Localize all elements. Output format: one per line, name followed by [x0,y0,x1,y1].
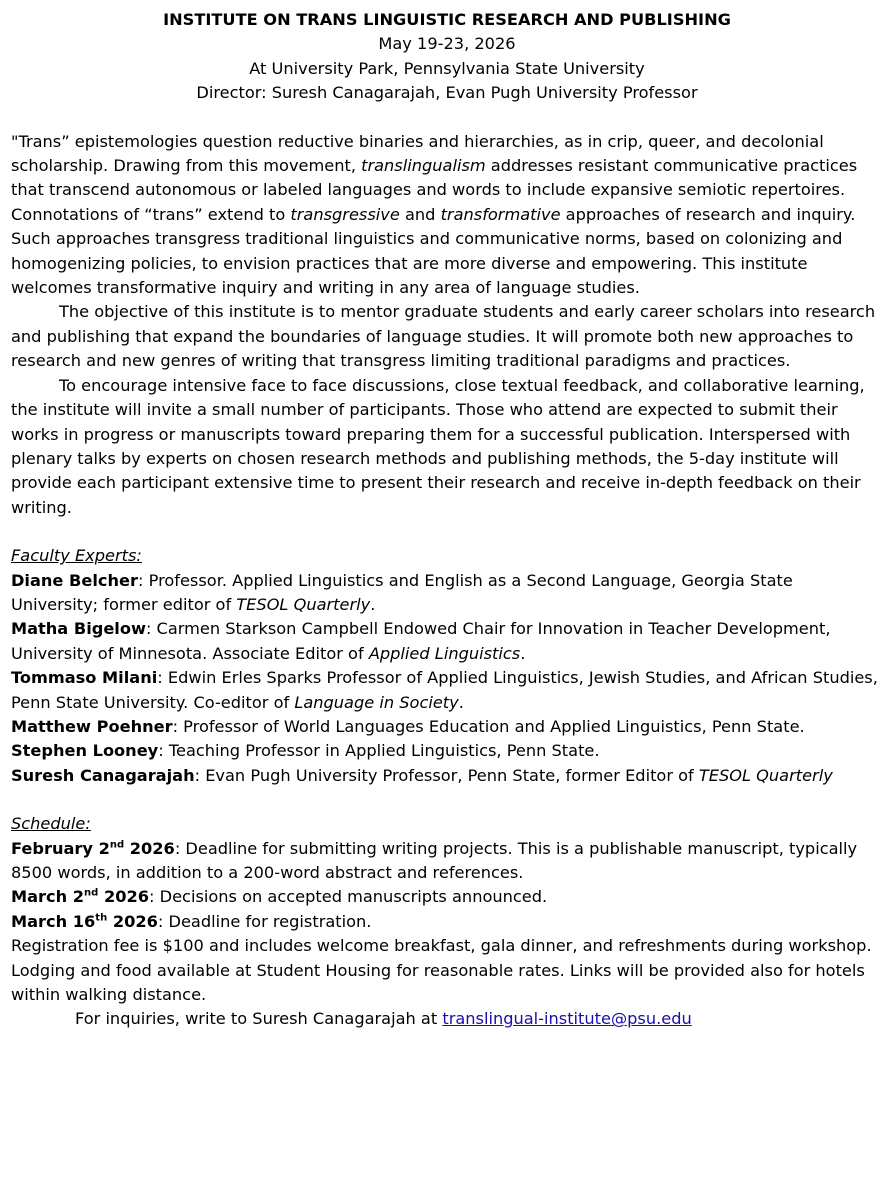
faculty-name: Suresh Canagarajah [11,765,195,785]
faculty-item [11,764,883,788]
date-suffix: th [95,912,108,924]
faculty-desc: : Edwin Erles Sparks Professor of Applied Linguistics, Jewish Studies, and African Studies, Penn State University. Co-editor of [11,668,878,712]
faculty-heading: Faculty Experts: [11,546,142,566]
intro-paragraph-2: The objective of this institute is to mentor graduate students and early career scholars into research and publishing that expand the boundaries of language studies. It will promote both new approaches to research and new genres of writing that transgress limiting traditional paradigms and practices. [11,302,876,371]
registration-fee: Registration fee is $100 and includes welcome breakfast, gala dinner, and refreshments during workshop. [11,936,872,956]
event-dates: May 19-23, 2026 [378,34,516,54]
faculty-desc: : Carmen Starkson Campbell Endowed Chair for Innovation in Teacher Development, University of Minnesota. Associate Editor of [11,619,831,663]
date-month: February 2 [11,838,110,858]
faculty-name: Tommaso Milani [11,668,158,688]
contact-email-link[interactable]: translingual-institute@psu.edu [442,1009,692,1029]
journal-title: TESOL Quarterly [698,765,833,785]
faculty-desc: : Professor. Applied Linguistics and English as a Second Language, Georgia State University; former editor of [11,570,793,614]
date-suffix: nd [84,888,99,900]
schedule-text: : Deadline for submitting writing projects. This is a publishable manuscript, typically 8500 words, in addition to a 200-word abstract and references. [11,838,858,882]
contact-text: For inquiries, write to Suresh Canagarajah at [75,1009,443,1029]
date-year: 2026 [98,887,150,907]
contact-line [11,1007,883,1031]
schedule-heading: Schedule: [11,814,91,834]
faculty-item [11,715,883,739]
intro-text: "Trans” epistemologies question reductive binaries and hierarchies, as in crip, queer, and decolonial scholarship. Drawing from this movement, [11,131,824,176]
lodging-info: Lodging and food available at Student Housing for reasonable rates. Links will be provided also for hotels within walking distance. [11,960,865,1005]
faculty-name: Diane Belcher [11,570,138,590]
spacer [11,788,883,812]
faculty-desc: : Evan Pugh University Professor, Penn State, former Editor of [194,765,699,785]
faculty-list [11,569,883,789]
faculty-item [11,569,883,618]
faculty-name: Stephen Looney [11,741,159,761]
intro-text: approaches of research and inquiry. Such approaches transgress traditional linguistics and communicative norms, based on colonizing and homogenizing policies, to envision practices that are more diverse and empowering. This institute welcomes transformative inquiry and writing in any area of language studies. [11,204,856,298]
intro-paragraph-1 [11,130,883,301]
date-year: 2026 [124,838,175,858]
faculty-desc: : Professor of World Languages Education and Applied Linguistics, Penn State. [172,716,805,736]
term-transgressive: transgressive [290,204,400,224]
punct: . [370,594,376,614]
faculty-desc: : Teaching Professor in Applied Linguistics, Penn State. [158,741,600,761]
intro-paragraph-3: To encourage intensive face to face discussions, close textual feedback, and collaborative learning, the institute will invite a small number of participants. Those who attend are expected to submit their works in progress or manuscripts toward preparing them for a successful publication. Interspersed with plenary talks by experts on chosen research methods and publishing methods, the 5-day institute will provide each participant extensive time to present their research and receive in-depth feedback on their writing. [11,375,865,517]
spacer [11,520,883,544]
schedule-text: : Deadline for registration. [157,911,372,931]
journal-title: Language in Society [294,692,459,712]
intro-text: addresses resistant communicative practices that transcend autonomous or labeled languages and words to include expansive semiotic repertoires. Connotations of “trans” extend to [11,156,858,224]
punct: . [458,692,464,712]
event-location: At University Park, Pennsylvania State University [249,58,645,78]
intro-text: and [399,204,441,224]
institute-title: INSTITUTE ON TRANS LINGUISTIC RESEARCH AND PUBLISHING [163,10,731,29]
term-transformative: transformative [440,204,561,224]
journal-title: TESOL Quarterly [236,594,371,614]
schedule-item [11,837,883,886]
schedule-date [11,912,158,931]
faculty-name: Matha Bigelow [11,619,146,639]
schedule-text: : Decisions on accepted manuscripts announced. [149,887,548,907]
schedule-date [11,887,149,906]
header [11,8,883,106]
schedule-item [11,885,883,909]
faculty-item [11,666,883,715]
faculty-item [11,617,883,666]
date-month: March 16 [11,911,96,931]
schedule-list [11,837,883,1032]
schedule-item [11,910,883,934]
schedule-date [11,839,175,858]
faculty-name: Matthew Poehner [11,716,173,736]
journal-title: Applied Linguistics [368,643,521,663]
event-director: Director: Suresh Canagarajah, Evan Pugh University Professor [196,83,698,103]
date-year: 2026 [107,911,158,931]
date-suffix: nd [109,839,125,851]
punct: . [520,643,526,663]
date-month: March 2 [11,887,85,907]
term-translingualism: translingualism [361,156,486,176]
faculty-item [11,739,883,763]
